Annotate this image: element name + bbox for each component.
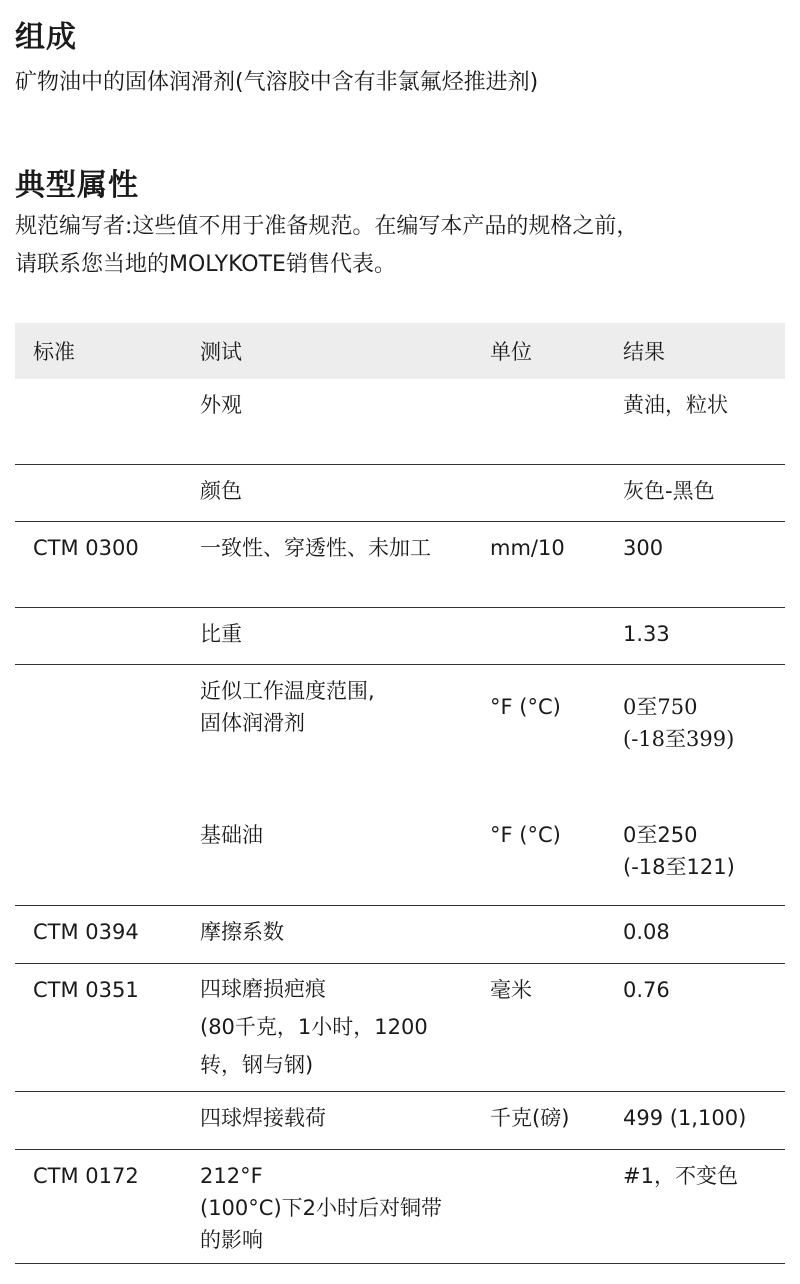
cell-test: 比重 — [182, 607, 472, 664]
table-row — [15, 1091, 785, 1149]
cell-test-line: 固体润滑剂 — [200, 710, 305, 735]
cell-test-line: 近似工作温度范围, — [200, 678, 375, 703]
table-row — [15, 963, 785, 1091]
header-standard: 标准 — [15, 323, 182, 379]
cell-standard — [15, 664, 182, 809]
cell-test — [182, 963, 472, 1091]
cell-unit: °F (°C) — [490, 694, 561, 719]
cell-standard: CTM 0172 — [15, 1149, 182, 1263]
cell-unit: 毫米 — [472, 963, 605, 1091]
cell-test-line: (100°C)下2小时后对铜带 — [200, 1195, 442, 1220]
cell-test — [182, 664, 472, 809]
cell-unit — [472, 1149, 605, 1263]
cell-standard: CTM 0394 — [15, 905, 182, 963]
properties-table — [15, 323, 785, 1264]
cell-standard — [15, 1091, 182, 1149]
cell-standard: CTM 0351 — [15, 963, 182, 1091]
cell-test: 外观 — [182, 379, 472, 464]
header-unit: 单位 — [472, 323, 605, 379]
cell-standard — [15, 809, 182, 905]
cell-unit — [472, 379, 605, 464]
cell-result — [605, 809, 785, 905]
table-row — [15, 1149, 785, 1263]
cell-standard — [15, 379, 182, 464]
cell-result: 灰色-黑色 — [605, 464, 785, 521]
table-row — [15, 905, 785, 963]
cell-test-line: (80千克，1小时，1200 — [200, 1014, 428, 1039]
cell-result: 499 (1,100) — [605, 1091, 785, 1149]
cell-test-line: 转，钢与钢) — [200, 1052, 314, 1077]
cell-unit: 千克(磅) — [472, 1091, 605, 1149]
cell-result: 1.33 — [605, 607, 785, 664]
cell-test: 四球焊接载荷 — [182, 1091, 472, 1149]
cell-unit — [472, 607, 605, 664]
cell-result-line: 0至250 — [623, 823, 698, 847]
table-row — [15, 464, 785, 521]
typical-properties-heading: 典型属性 — [15, 168, 139, 203]
cell-result: 300 — [605, 521, 785, 607]
table-row — [15, 607, 785, 664]
cell-unit — [472, 905, 605, 963]
cell-test: 摩擦系数 — [182, 905, 472, 963]
cell-test-line: 四球磨损疤痕 — [200, 976, 326, 1001]
cell-standard — [15, 607, 182, 664]
cell-result-line: 0至750 — [623, 694, 698, 719]
cell-result-line: (-18至121) — [623, 855, 735, 879]
cell-result: #1，不变色 — [605, 1149, 785, 1263]
table-header-row — [15, 323, 785, 379]
note-line-1: 规范编写者:这些值不用于准备规范。在编写本产品的规格之前， — [15, 214, 639, 239]
cell-unit — [472, 464, 605, 521]
cell-test: 基础油 — [182, 809, 472, 905]
composition-text: 矿物油中的固体润滑剂(气溶胶中含有非氯氟烃推进剂) — [15, 70, 539, 95]
typical-properties-note — [15, 208, 785, 284]
note-line-2: 请联系您当地的MOLYKOTE销售代表。 — [15, 252, 396, 277]
cell-result-line: (-18至399) — [623, 726, 735, 751]
cell-standard: CTM 0300 — [15, 521, 182, 607]
cell-unit: mm/10 — [472, 521, 605, 607]
cell-test: 一致性、穿透性、未加工 — [182, 521, 472, 607]
composition-heading: 组成 — [15, 20, 77, 55]
cell-test: 颜色 — [182, 464, 472, 521]
table-row — [15, 379, 785, 464]
cell-result: 0.08 — [605, 905, 785, 963]
table-row — [15, 664, 785, 809]
table-row — [15, 521, 785, 607]
cell-test-line: 212°F — [200, 1163, 263, 1188]
cell-test — [182, 1149, 472, 1263]
cell-standard — [15, 464, 182, 521]
cell-result: 黄油，粒状 — [605, 379, 785, 464]
header-test: 测试 — [182, 323, 472, 379]
cell-unit: °F (°C) — [472, 809, 605, 905]
cell-result: 0.76 — [605, 963, 785, 1091]
header-result: 结果 — [605, 323, 785, 379]
cell-result — [605, 664, 785, 809]
table-row — [15, 809, 785, 905]
cell-test-line: 的影响 — [200, 1227, 263, 1252]
